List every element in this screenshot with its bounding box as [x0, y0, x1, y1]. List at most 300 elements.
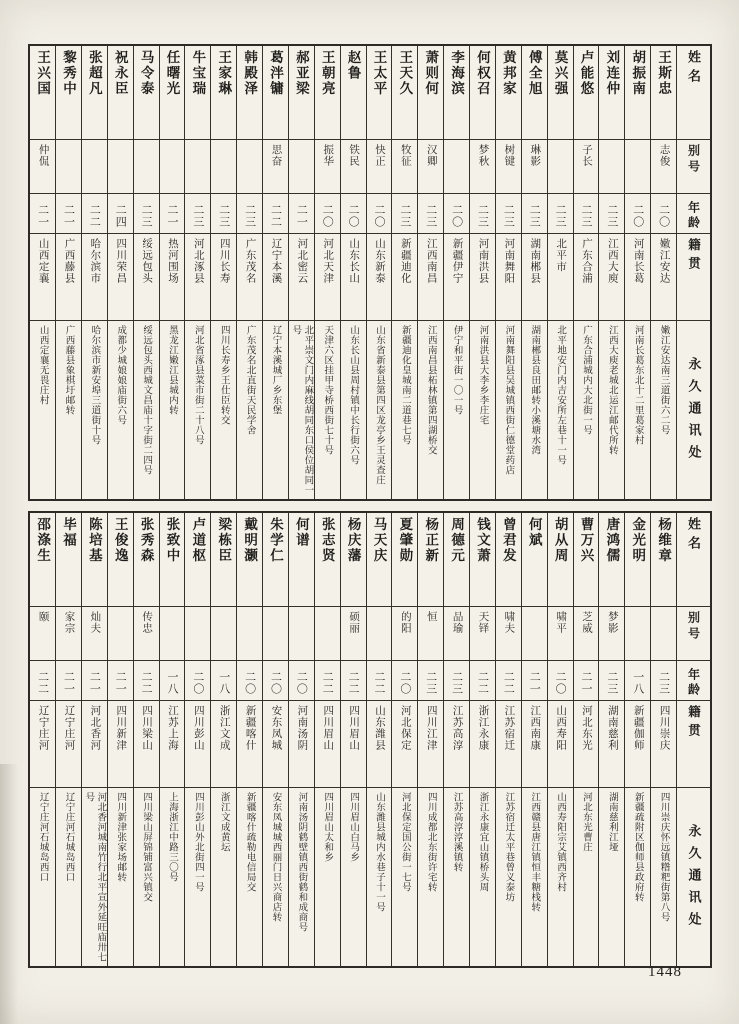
entry-address [211, 788, 236, 966]
entry-address-text: 山东潍县城内水巷子十一号 [373, 792, 384, 912]
entry-origin [211, 701, 236, 788]
directory-entry-column [624, 513, 650, 966]
entry-origin [599, 701, 624, 788]
directory-entry-column [314, 46, 340, 499]
entry-name [134, 513, 159, 607]
entry-origin-text: 绥远包头 [141, 238, 153, 284]
entry-alias [392, 607, 417, 661]
entry-origin [392, 701, 417, 788]
entry-origin [185, 234, 210, 321]
entry-address [134, 321, 159, 499]
entry-name-text: 曹万兴 [578, 517, 594, 564]
entry-alias [574, 607, 599, 661]
entry-address-text: 天津六区挂甲寺桥西街七十号 [322, 325, 333, 455]
entry-origin-text: 河南洪县 [477, 238, 489, 284]
entry-age-text: 二一 [528, 670, 541, 695]
entry-age [341, 661, 366, 701]
entry-age-text: 二一 [36, 203, 49, 228]
entry-name [211, 513, 236, 607]
entry-address [548, 321, 573, 499]
directory-entry-column [159, 46, 185, 499]
entry-address [160, 321, 185, 499]
entry-origin-text: 北平市 [555, 238, 567, 273]
entry-alias-text: 的阳 [399, 611, 411, 634]
entry-origin-text: 河北密云 [296, 238, 308, 284]
entry-address-text: 浙江文成黄坛 [218, 792, 229, 852]
entry-name [237, 46, 262, 140]
entry-origin [522, 701, 547, 788]
entry-origin-text: 河北保定 [399, 705, 411, 751]
entry-age [599, 194, 624, 234]
entry-name-text: 王兴国 [35, 50, 51, 97]
entry-name [522, 513, 547, 607]
entry-alias [496, 140, 521, 194]
entry-name-text: 朱学仁 [267, 517, 283, 564]
entry-age-text: 二二 [347, 670, 360, 695]
directory-entry-column [133, 513, 159, 966]
entry-address-text: 四川成都北东街许宅转 [425, 792, 436, 892]
entry-origin-text: 嫩江安达 [658, 238, 670, 284]
row-header-age [677, 194, 710, 234]
entry-alias [237, 607, 262, 661]
entry-name [289, 46, 314, 140]
directory-entry-column [547, 46, 573, 499]
entry-age-text: 二〇 [347, 203, 360, 228]
directory-entry-column [521, 46, 547, 499]
entry-age [289, 661, 314, 701]
entry-origin-text: 山东潍县 [373, 705, 385, 751]
entry-name [315, 46, 340, 140]
entry-origin [574, 234, 599, 321]
entry-age [263, 194, 288, 234]
entry-address-text: 河南汤阴鹤壁镇西街鹤和成商号 [296, 792, 307, 932]
directory-entry-column [443, 46, 469, 499]
entry-name [496, 46, 521, 140]
entry-address-text: 江苏高淳淳溪镇转 [451, 792, 462, 872]
row-header-age-text: 年龄 [686, 200, 701, 231]
entry-name-text: 何谱 [293, 517, 309, 548]
entry-origin [625, 701, 650, 788]
entry-name-text: 张致中 [164, 517, 180, 564]
entry-address [470, 788, 495, 966]
entry-age-text: 二三 [605, 203, 618, 228]
entry-origin-text: 河南长葛 [632, 238, 644, 284]
entry-origin [341, 701, 366, 788]
entry-origin-text: 河北涿县 [192, 238, 204, 284]
entry-name-text: 王俊逸 [112, 517, 128, 564]
entry-name-text: 陈培基 [86, 517, 102, 564]
entry-origin-text: 浙江文成 [218, 705, 230, 751]
entry-age-text: 二一 [579, 670, 592, 695]
entry-age [418, 661, 443, 701]
entry-name [185, 46, 210, 140]
entry-origin [367, 701, 392, 788]
entry-address-text: 广东合浦城内大北街一号 [580, 325, 591, 435]
entry-origin-text: 江西大庾 [606, 238, 618, 284]
entry-age-text: 二三 [605, 670, 618, 695]
entry-name [444, 46, 469, 140]
entry-name [522, 46, 547, 140]
entry-age-text: 二二 [502, 670, 515, 695]
directory-entry-column [107, 46, 133, 499]
entry-alias-text: 家宗 [63, 611, 75, 634]
entry-name-text: 何斌 [526, 517, 542, 548]
entry-alias [289, 607, 314, 661]
entry-age [315, 661, 340, 701]
entry-address-text: 浙江永康宜山镇桥头周 [477, 792, 488, 892]
directory-entry-column [55, 46, 81, 499]
row-header-alias-text: 别号 [686, 144, 701, 176]
entry-name [56, 513, 81, 607]
entry-origin-text: 山西定襄 [37, 238, 49, 284]
entry-name [56, 46, 81, 140]
entry-alias [599, 140, 624, 194]
entry-alias-text: 牧征 [399, 144, 411, 167]
entry-name-text: 卢能悠 [578, 50, 594, 97]
entry-address [444, 321, 469, 499]
entry-address [56, 788, 81, 966]
entry-alias [574, 140, 599, 194]
entry-name-text: 夏肇勋 [397, 517, 413, 564]
entry-origin [56, 234, 81, 321]
entry-address-text: 黑龙江嫩江县城内转 [166, 325, 177, 415]
entry-origin [392, 234, 417, 321]
row-header-address-text: 永久通讯处 [686, 824, 702, 934]
entry-age-text: 二〇 [191, 670, 204, 695]
entry-origin [470, 234, 495, 321]
entry-age-text: 二三 [217, 203, 230, 228]
row-header-origin [677, 701, 710, 788]
entry-address [418, 788, 443, 966]
entry-alias [651, 607, 676, 661]
directory-entry-column [366, 46, 392, 499]
directory-entry-column [262, 513, 288, 966]
entry-name [263, 513, 288, 607]
entry-alias [522, 140, 547, 194]
entry-alias [185, 140, 210, 194]
entry-age-text: 二〇 [657, 203, 670, 228]
entry-origin-text: 哈尔滨市 [89, 238, 101, 284]
entry-origin [108, 701, 133, 788]
entry-name [651, 513, 676, 607]
entry-age-text: 二二 [269, 203, 282, 228]
directory-entry-column [30, 46, 55, 499]
directory-entry-column [495, 46, 521, 499]
bottom-directory-table [28, 511, 712, 968]
entry-address-text: 江西大庾老城北运江邮代所转 [606, 325, 617, 455]
entry-age [599, 661, 624, 701]
entry-address-text: 上海浙江中路三〇号 [166, 792, 177, 882]
entry-address-text: 辽宁庄河石城岛西口 [63, 792, 74, 882]
row-header-column [676, 513, 710, 966]
entry-origin [237, 701, 262, 788]
entry-age [444, 661, 469, 701]
entry-age-text: 二二 [140, 670, 153, 695]
entry-origin [211, 234, 236, 321]
entry-age [496, 661, 521, 701]
directory-entry-column [495, 513, 521, 966]
entry-address-text: 山东长山县周村镇中长行街六号 [348, 325, 359, 465]
entry-age-text: 二〇 [372, 203, 385, 228]
entry-age [574, 661, 599, 701]
entry-address-text: 四川彭山外北街四一号 [192, 792, 203, 892]
entry-name-text: 郝亚梁 [293, 50, 309, 97]
entry-origin-text: 四川新津 [115, 705, 127, 751]
entry-origin [30, 701, 55, 788]
entry-age [341, 194, 366, 234]
entry-name [548, 513, 573, 607]
entry-age [185, 661, 210, 701]
entry-name [599, 513, 624, 607]
entry-origin [315, 234, 340, 321]
entry-address-text: 河北香河城南竹行北平宣外延旺庙卅七号 [83, 792, 106, 962]
entry-age-text: 二三 [140, 203, 153, 228]
entry-alias [134, 607, 159, 661]
entry-address-text: 四川长寿乡王仕臣转交 [218, 325, 229, 425]
entry-age-text: 二一 [295, 203, 308, 228]
directory-entry-column [573, 46, 599, 499]
entry-alias-text: 振华 [322, 144, 334, 167]
entry-age-text: 二二 [321, 670, 334, 695]
entry-origin [82, 701, 107, 788]
entry-origin-text: 广西藤县 [63, 238, 75, 284]
directory-entry-column [340, 46, 366, 499]
entry-alias-text: 传忠 [141, 611, 153, 634]
entry-address-text: 伊宁和平街一〇一号 [451, 325, 462, 415]
entry-age [522, 661, 547, 701]
entry-address [522, 788, 547, 966]
entry-name-text: 邵涤生 [35, 517, 51, 564]
entry-name [30, 46, 55, 140]
entry-address [263, 788, 288, 966]
row-header-name-text: 姓名 [686, 50, 701, 88]
entry-address-text: 四川梁山屏锦铺富兴镇交 [141, 792, 152, 902]
directory-entry-column [210, 46, 236, 499]
entry-age [160, 194, 185, 234]
entry-name-text: 张秀森 [138, 517, 154, 564]
entry-alias [651, 140, 676, 194]
entry-origin [289, 701, 314, 788]
entry-origin-text: 四川梁山 [141, 705, 153, 751]
entry-name [418, 46, 443, 140]
directory-entry-column [391, 46, 417, 499]
entry-origin-text: 新疆迪化 [399, 238, 411, 284]
directory-entry-column [547, 513, 573, 966]
entry-address [574, 788, 599, 966]
entry-origin [418, 234, 443, 321]
entry-address [392, 321, 417, 499]
entry-age-text: 二〇 [554, 670, 567, 695]
entry-name [367, 513, 392, 607]
directory-entry-column [598, 513, 624, 966]
entry-address [599, 788, 624, 966]
entry-alias [444, 140, 469, 194]
entry-alias [185, 607, 210, 661]
directory-entry-column [417, 46, 443, 499]
entry-address [341, 321, 366, 499]
entry-alias [470, 607, 495, 661]
entry-address-text: 广东茂名北直街天民学舍 [244, 325, 255, 435]
entry-age [30, 194, 55, 234]
entry-address-text: 北平崇文门内麻线胡同东口侯位胡同一号 [290, 325, 313, 495]
entry-name-text: 曾君发 [500, 517, 516, 564]
entry-origin [651, 234, 676, 321]
entry-name-text: 张志贤 [319, 517, 335, 564]
entry-alias-text: 梦影 [606, 611, 618, 634]
directory-entry-column [417, 513, 443, 966]
entry-origin-text: 四川彭山 [192, 705, 204, 751]
entry-origin [341, 234, 366, 321]
entry-age [211, 661, 236, 701]
entry-name [108, 46, 133, 140]
directory-entry-column [107, 513, 133, 966]
entry-alias [211, 140, 236, 194]
entry-age [160, 661, 185, 701]
entry-name-text: 梁栋臣 [216, 517, 232, 564]
entry-alias-text: 颐 [37, 611, 49, 623]
entry-name-text: 王朝亮 [319, 50, 335, 97]
entry-name-text: 何权召 [474, 50, 490, 97]
entry-name-text: 马令泰 [138, 50, 154, 97]
directory-entry-column [133, 46, 159, 499]
entry-alias [82, 607, 107, 661]
entry-origin-text: 四川荣昌 [115, 238, 127, 284]
entry-name-text: 韩殿泽 [242, 50, 258, 97]
directory-entry-column [55, 513, 81, 966]
entry-name [263, 46, 288, 140]
entry-alias-text: 灿夫 [89, 611, 101, 634]
entry-name [651, 46, 676, 140]
entry-origin-text: 江西南康 [529, 705, 541, 751]
entry-address [496, 321, 521, 499]
directory-entry-column [236, 46, 262, 499]
entry-name-text: 戴明灏 [242, 517, 258, 564]
entry-address-text: 湖南郴县良田邮转小溪塘水湾 [529, 325, 540, 455]
entry-name [418, 513, 443, 607]
entry-age [82, 661, 107, 701]
entry-address-text: 四川崇庆怀远镇糌粑街第八号 [658, 792, 669, 922]
entry-alias [341, 607, 366, 661]
entry-age [56, 661, 81, 701]
row-header-column [676, 46, 710, 499]
directory-entry-column [340, 513, 366, 966]
entry-address [470, 321, 495, 499]
entry-origin [289, 234, 314, 321]
row-header-origin-text: 籍贯 [686, 705, 701, 742]
entry-origin [574, 701, 599, 788]
entry-address [496, 788, 521, 966]
entry-origin [160, 234, 185, 321]
directory-entry-column [184, 513, 210, 966]
entry-address-text: 江西赣县唐江镇恒丰糖栈转 [529, 792, 540, 912]
entry-address-text: 辽宁庄河石城岛西口 [37, 792, 48, 882]
entry-alias [496, 607, 521, 661]
entry-address [289, 321, 314, 499]
directory-entry-column [81, 46, 107, 499]
entry-address [185, 321, 210, 499]
entry-age [185, 194, 210, 234]
entry-origin-text: 广东茂名 [244, 238, 256, 284]
directory-entry-column [366, 513, 392, 966]
entry-origin-text: 四川江津 [425, 705, 437, 751]
row-header-address [677, 788, 710, 966]
entry-address [315, 788, 340, 966]
entry-age-text: 二〇 [295, 670, 308, 695]
entry-origin-text: 河南舞阳 [503, 238, 515, 284]
entry-alias [30, 607, 55, 661]
entry-alias-text: 芝威 [580, 611, 592, 634]
entry-name-text: 王太平 [371, 50, 387, 97]
entry-origin [651, 701, 676, 788]
entry-name [82, 513, 107, 607]
entry-address-text: 河南洪县大李乡李庄宅 [477, 325, 488, 425]
entry-name [160, 513, 185, 607]
entry-address [574, 321, 599, 499]
entry-origin [315, 701, 340, 788]
directory-entry-column [391, 513, 417, 966]
top-directory-table [28, 44, 712, 501]
entry-alias [625, 140, 650, 194]
entry-alias [160, 140, 185, 194]
entry-alias [56, 140, 81, 194]
entry-origin-text: 河南汤阴 [296, 705, 308, 751]
entry-origin-text: 河北香河 [89, 705, 101, 751]
entry-age-text: 二三 [424, 670, 437, 695]
entry-alias [315, 607, 340, 661]
entry-name [160, 46, 185, 140]
entry-address-text: 新疆疏附区伽师县政府转 [632, 792, 643, 902]
entry-name-text: 黄邦家 [500, 50, 516, 97]
row-header-alias [677, 607, 710, 661]
entry-address [30, 321, 55, 499]
entry-alias [418, 607, 443, 661]
entry-address [82, 788, 107, 966]
entry-alias [263, 607, 288, 661]
entry-alias [470, 140, 495, 194]
row-header-alias [677, 140, 710, 194]
entry-age-text: 二三 [450, 670, 463, 695]
entry-name [108, 513, 133, 607]
directory-entry-column [30, 513, 55, 966]
entry-name [392, 513, 417, 607]
entry-alias [367, 607, 392, 661]
entry-alias [315, 140, 340, 194]
entry-name [496, 513, 521, 607]
entry-alias [263, 140, 288, 194]
entry-address-text: 哈尔滨市新安埠三道街十号 [89, 325, 100, 445]
entry-name [367, 46, 392, 140]
entry-address-text: 广西藤县象棋圩邮转 [63, 325, 74, 415]
entry-age-text: 二四 [114, 203, 127, 228]
entry-alias-text: 梦秋 [477, 144, 489, 167]
entry-name-text: 胡振南 [630, 50, 646, 97]
entry-age-text: 二一 [62, 670, 75, 695]
entry-age [82, 194, 107, 234]
entry-age-text: 二三 [657, 670, 670, 695]
entry-alias [289, 140, 314, 194]
entry-origin-text: 辽宁庄河 [63, 705, 75, 751]
entry-age [522, 194, 547, 234]
entry-alias-text: 快正 [373, 144, 385, 167]
directory-entry-column [262, 46, 288, 499]
entry-name [599, 46, 624, 140]
entry-origin [418, 701, 443, 788]
entry-address [56, 321, 81, 499]
entry-name [574, 513, 599, 607]
entry-origin-text: 江苏高淳 [451, 705, 463, 751]
entry-name-text: 金光明 [630, 517, 646, 564]
entry-address-text: 河北保定国公街一七号 [399, 792, 410, 892]
